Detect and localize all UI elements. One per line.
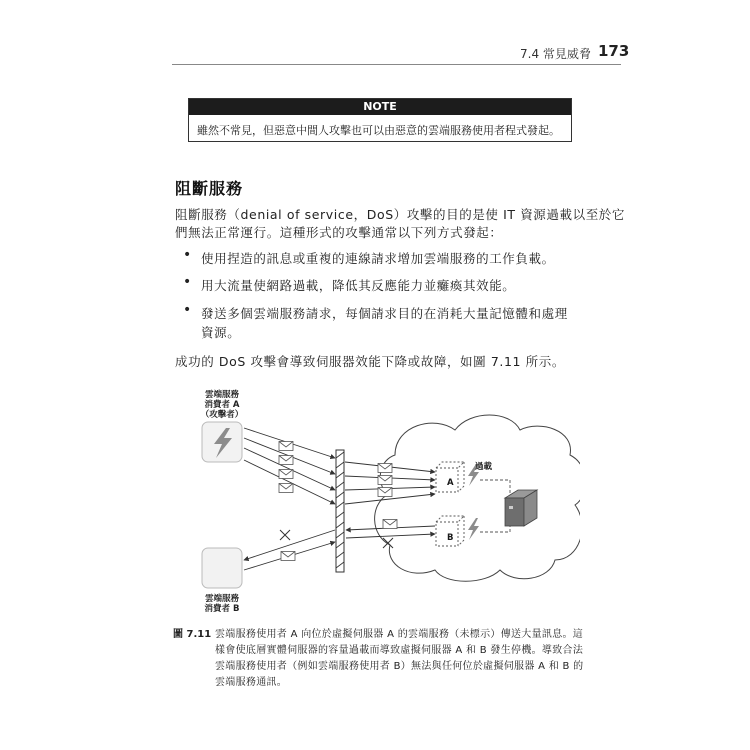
- section-heading: 阻斷服務: [175, 179, 244, 198]
- consumer-a-label-line: 雲端服務: [204, 390, 239, 400]
- figure-caption-line: 雲端服務使用者（例如雲端服務使用者 B）無法與任何位於虛擬伺服器 A 和 B 的: [215, 661, 584, 672]
- bullet-dot: •: [183, 302, 192, 318]
- firewall-icon: [336, 450, 344, 572]
- page-number: 173: [598, 42, 630, 60]
- consumer-a-label-line: 消費者 A: [204, 400, 240, 410]
- intro-line-2: 們無法正常運行。這種形式的攻擊通常以下列方式發起：: [175, 225, 503, 240]
- bullet-item-1: 使用捏造的訊息或重複的連線請求增加雲端服務的工作負載。: [201, 251, 555, 266]
- vm-b-label: B: [447, 533, 454, 543]
- note-box: [188, 98, 572, 142]
- note-text: 雖然不常見，但惡意中間人攻擊也可以由惡意的雲端服務使用者程式發起。: [197, 124, 560, 137]
- note-title: NOTE: [189, 99, 571, 115]
- consumer-b-label-line: 消費者 B: [204, 604, 240, 614]
- bullet-dot: •: [183, 247, 192, 263]
- bullet-dot: •: [183, 274, 192, 290]
- x-mark-icon: [280, 530, 290, 540]
- server-icon: [505, 490, 537, 526]
- vm-a-label: A: [447, 478, 454, 488]
- figure-caption-line: 雲端服務通訊。: [215, 677, 288, 688]
- bullet-item-2: 用大流量使網路過載，降低其反應能力並癱瘓其效能。: [201, 278, 516, 293]
- closing-paragraph: 成功的 DoS 攻擊會導致伺服器效能下降或故障，如圖 7.11 所示。: [175, 354, 565, 369]
- consumer-a-label-line: （攻擊者）: [200, 410, 244, 420]
- bullet-item-3-line-2: 資源。: [201, 325, 241, 340]
- figure-caption-line: 雲端服務使用者 A 向位於虛擬伺服器 A 的雲端服務（未標示）傳送大量訊息。這: [215, 629, 584, 640]
- consumer-b-box: [202, 548, 242, 588]
- figure-caption-line: 樣會使底層實體伺服器的容量過載而導致虛擬伺服器 A 和 B 發生停機。導致合法: [215, 645, 584, 656]
- intro-line-1: 阻斷服務（denial of service，DoS）攻擊的目的是使 IT 資源過載以至於它: [175, 207, 626, 222]
- bullet-item-3-line-1: 發送多個雲端服務請求，每個請求目的在消耗大量記憶體和處理: [201, 306, 568, 321]
- consumer-b-label-line: 雲端服務: [204, 594, 239, 604]
- header-rule: [172, 64, 621, 65]
- figure-caption-label: 圖 7.11: [173, 629, 212, 640]
- running-header-section: 7.4 常見威脅: [520, 47, 591, 61]
- consumer-b-label: [197, 594, 247, 614]
- consumer-a-label: [197, 390, 247, 420]
- cloud-icon: [375, 415, 580, 581]
- overload-label: 過載: [475, 462, 493, 472]
